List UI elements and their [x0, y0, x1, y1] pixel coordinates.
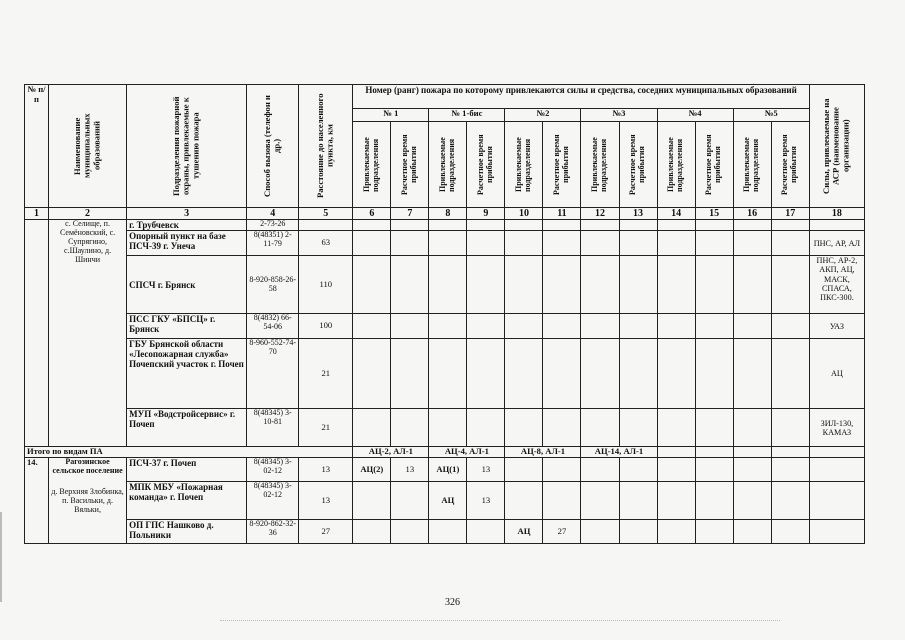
col-distance-header: Расстояние до населенного пункта, км: [299, 85, 353, 208]
rank-1-time-cell: 13: [391, 457, 429, 481]
sub-time-header: Расчетное время прибытия: [771, 122, 809, 208]
rank-1bis-time-cell: 13: [467, 457, 505, 481]
col-num: 12: [581, 208, 619, 220]
col-num: 13: [619, 208, 657, 220]
rank-1bis-units-cell: АЦ(1): [429, 457, 467, 481]
forces-cell: АЦ: [809, 339, 864, 409]
phone-cell: 8(4832) 66-54-06: [247, 314, 299, 339]
unit-cell: г. Трубчевск: [127, 220, 247, 231]
column-numbers-row: [25, 208, 865, 220]
totals-rank-3: АЦ-14, АЛ-1: [581, 447, 657, 458]
row-number-cell: 14.: [25, 457, 49, 543]
col-num: 1: [25, 208, 49, 220]
sub-units-header: Привлекаемые подразделения: [429, 122, 467, 208]
settlement-cell: [49, 457, 127, 543]
table-row: [25, 457, 865, 481]
phone-cell: 8-960-552-74-70: [247, 339, 299, 409]
distance-cell: 13: [299, 481, 353, 519]
distance-cell: 110: [299, 256, 353, 314]
col-num: 3: [127, 208, 247, 220]
row-number-cell: [25, 220, 49, 447]
totals-rank-1: АЦ-2, АЛ-1: [353, 447, 429, 458]
rank-1bis-units-cell: АЦ: [429, 481, 467, 519]
unit-cell: ГБУ Брянской области «Лесопожарная служба» Почепский участок г. Почеп: [127, 339, 247, 409]
unit-cell: Опорный пункт на базе ПСЧ-39 г. Унеча: [127, 231, 247, 256]
unit-cell: ПСС ГКУ «БПСЦ» г. Брянск: [127, 314, 247, 339]
table-row: [25, 519, 865, 543]
phone-cell: 2-73-26: [247, 220, 299, 231]
col-num: 8: [429, 208, 467, 220]
col-num: 11: [543, 208, 581, 220]
rank-1-units-cell: АЦ(2): [353, 457, 391, 481]
totals-row: [25, 447, 865, 458]
distance-cell: [299, 220, 353, 231]
forces-cell: ЗИЛ-130, КАМАЗ: [809, 409, 864, 447]
table-row: [25, 314, 865, 339]
rank-1bis-header: № 1-бис: [429, 109, 505, 122]
unit-cell: СПСЧ г. Брянск: [127, 256, 247, 314]
sub-units-header: Привлекаемые подразделения: [581, 122, 619, 208]
totals-rank-2: АЦ-8, АЛ-1: [505, 447, 581, 458]
sub-time-header: Расчетное время прибытия: [391, 122, 429, 208]
phone-cell: 8(48345) 3-10-81: [247, 409, 299, 447]
col-num: 10: [505, 208, 543, 220]
settlement-name: Рагозинское сельское поселение: [52, 457, 123, 475]
sub-units-header: Привлекаемые подразделения: [353, 122, 391, 208]
sub-time-header: Расчетное время прибытия: [543, 122, 581, 208]
phone-cell: 8-920-862-32-36: [247, 519, 299, 543]
col-num: 15: [695, 208, 733, 220]
totals-label: Итого по видам ПА: [25, 447, 353, 458]
totals-rank-1bis: АЦ-4, АЛ-1: [429, 447, 505, 458]
phone-cell: 8(48345) 3-02-12: [247, 481, 299, 519]
col-forces-header: Силы, привлекаемые на АСР (наименование организации): [809, 85, 864, 208]
table-row: [25, 409, 865, 447]
rank-2-time-cell: 27: [543, 519, 581, 543]
distance-cell: 21: [299, 409, 353, 447]
page-number: 326: [445, 597, 460, 608]
distance-cell: 21: [299, 339, 353, 409]
rank-1-header: № 1: [353, 109, 429, 122]
table-row: [25, 339, 865, 409]
phone-cell: 8-920-858-26-58: [247, 256, 299, 314]
forces-cell: ПНС, АР-2, АКП, АЦ, МАСК, СПАСА, ПКС-300.: [809, 256, 864, 314]
rank-1bis-time-cell: 13: [467, 481, 505, 519]
col-unit-header: Подразделения пожарной охраны, привлекаемые к тушению пожара: [127, 85, 247, 208]
settlement-villages: д. Верхняя Злобинка, п. Васильки, д. Вяльки,: [51, 486, 124, 514]
col-num: 9: [467, 208, 505, 220]
phone-cell: 8(48345) 3-02-12: [247, 457, 299, 481]
col-num: 7: [391, 208, 429, 220]
rank-3-header: №3: [581, 109, 657, 122]
sub-time-header: Расчетное время прибытия: [467, 122, 505, 208]
table-row: [25, 220, 865, 231]
distance-cell: 13: [299, 457, 353, 481]
distance-cell: 63: [299, 231, 353, 256]
unit-cell: МПК МБУ «Пожарная команда» г. Почеп: [127, 481, 247, 519]
sub-units-header: Привлекаемые подразделения: [505, 122, 543, 208]
distance-cell: 100: [299, 314, 353, 339]
distance-cell: 27: [299, 519, 353, 543]
table-row: [25, 256, 865, 314]
forces-cell: ПНС, АР, АЛ: [809, 231, 864, 256]
col-num: 2: [49, 208, 127, 220]
col-num: 18: [809, 208, 864, 220]
col-call-header: Способ вызова (телефон и др.): [247, 85, 299, 208]
scan-edge: [0, 512, 2, 602]
col-number-header: № п/п: [25, 85, 49, 208]
unit-cell: МУП «Водстройсервис» г. Почеп: [127, 409, 247, 447]
sub-time-header: Расчетное время прибытия: [619, 122, 657, 208]
villages-cell: с. Селище, п. Семёновский, с. Супрягино, с.Шаулино, д. Шинчи: [49, 220, 127, 447]
sub-time-header: Расчетное время прибытия: [695, 122, 733, 208]
unit-cell: ПСЧ-37 г. Почеп: [127, 457, 247, 481]
unit-cell: ОП ГПС Нашково д. Польники: [127, 519, 247, 543]
rank-group-header: Номер (ранг) пожара по которому привлекаются силы и средства, соседних муниципальных образований: [353, 85, 810, 109]
forces-cell: УАЗ: [809, 314, 864, 339]
col-num: 6: [353, 208, 391, 220]
sub-units-header: Привлекаемые подразделения: [657, 122, 695, 208]
phone-cell: 8(48351) 2-11-79: [247, 231, 299, 256]
rank-5-header: №5: [733, 109, 809, 122]
rank-2-header: №2: [505, 109, 581, 122]
fire-forces-table: [24, 84, 865, 544]
col-num: 5: [299, 208, 353, 220]
scan-artifact: [220, 620, 780, 622]
table-row: [25, 231, 865, 256]
rank-2-units-cell: АЦ: [505, 519, 543, 543]
col-num: 16: [733, 208, 771, 220]
col-num: 17: [771, 208, 809, 220]
col-num: 14: [657, 208, 695, 220]
rank-4-header: №4: [657, 109, 733, 122]
col-num: 4: [247, 208, 299, 220]
col-municipality-header: Наименование муниципальных образований: [49, 85, 127, 208]
table-row: [25, 481, 865, 519]
forces-cell: [809, 220, 864, 231]
sub-units-header: Привлекаемые подразделения: [733, 122, 771, 208]
